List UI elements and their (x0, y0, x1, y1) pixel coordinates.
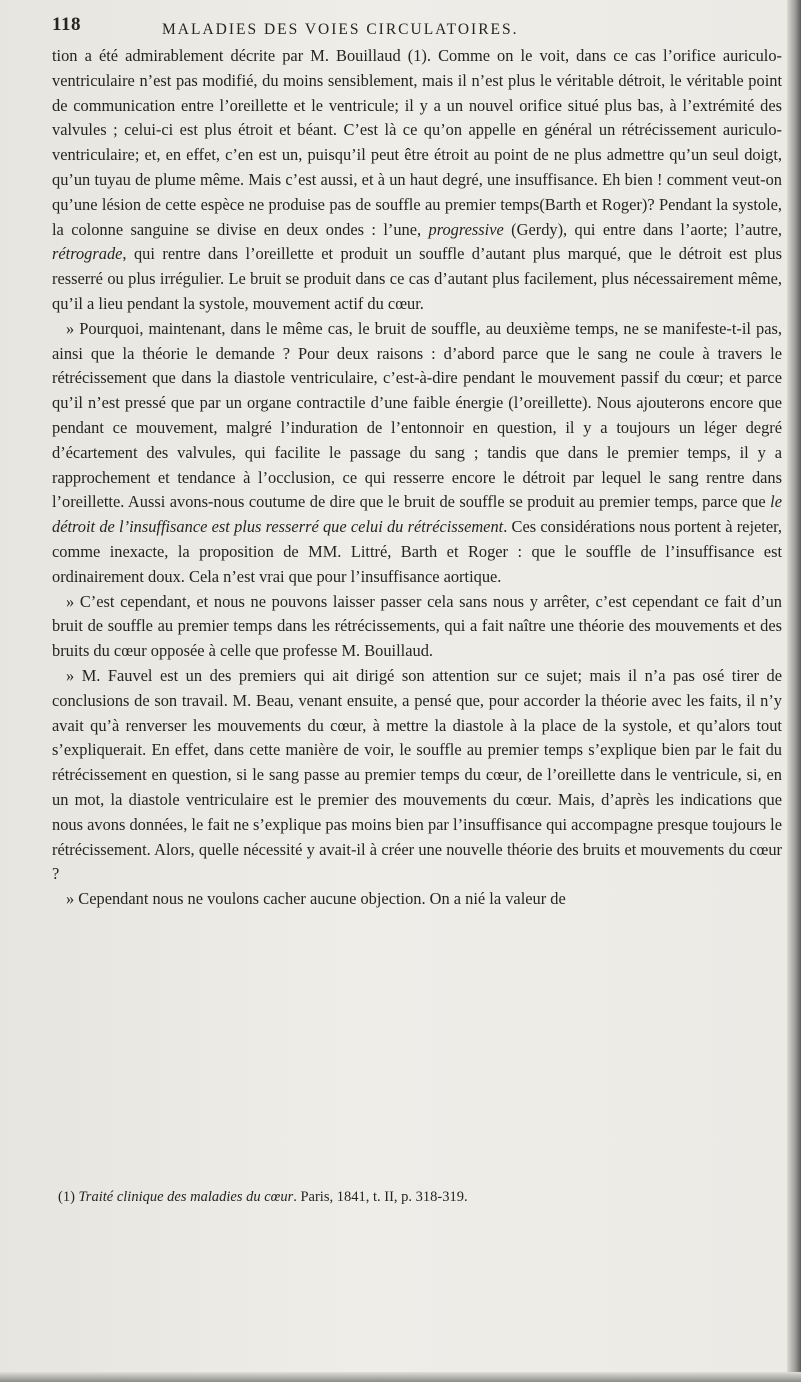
page-number: 118 (52, 14, 81, 35)
text-run: » C’est cependant, et nous ne pouvons laisser passer cela sans nous y arrêter, c’est cependant ce fait d’un bruit de souffle au premier temps dans les rétrécissements, qui a fait naître une théorie des mouvements et des bruits du cœur opposée à celle que professe M. Bouillaud. (52, 591, 782, 661)
text-run: , qui rentre dans l’oreillette et produit un souffle d’autant plus marqué, que le détroit est plus resserré ou plus irrégulier. Le bruit se produit dans ce cas d’autant plus facilement, plus nécessairement même, qu’il a lieu pendant la systole, mouvement actif du cœur. (52, 244, 782, 313)
italic-text: progressive (428, 219, 504, 239)
footnote-marker: (1) (58, 1189, 79, 1205)
page-bottom-edge (0, 1372, 801, 1382)
paragraph (52, 44, 782, 317)
page-edge-shadow (787, 0, 801, 1382)
paragraph (52, 664, 782, 887)
body-text (52, 44, 782, 912)
text-run: » Pourquoi, maintenant, dans le même cas, le bruit de souffle, au deuxième temps, ne se manifeste-t-il pas, ainsi que la théorie le demande ? Pour deux raisons : d’abord parce que le sang ne coule à travers le rétrécissement que dans la diastole ventriculaire, c’est-à-dire pendant le mouvement passif du cœur; et parce qu’il n’est pressé que par un organe contractile d’une faible énergie (l’oreillette). Nous ajouterons encore que pendant ce mouvement, malgré l’induration de l’entonnoir en question, il y a toujours un léger degré d’écartement des valvules, qui facilite le passage du sang ; tandis que dans le premier temps, il y a rapprochement et tendance à l’occlusion, ce qui resserre encore le détroit par lequel le sang rentre dans l’oreillette. Aussi avons-nous coutume de dire que le bruit de souffle se produit au premier temps, parce que (52, 318, 782, 512)
paragraph (52, 887, 782, 912)
italic-text: le détroit de l’insuffisance est plus resserré que celui du rétrécissement (52, 492, 782, 537)
text-run: (Gerdy), qui entre dans l’aorte; l’autre, (503, 219, 782, 239)
text-run: . Ces considérations nous portent à rejeter, comme inexacte, la proposition de MM. Littré, Barth et Roger : que le souffle de l’insuffisance est ordinairement doux. Cela n’est vrai que pour l’insuffisance aortique. (52, 517, 782, 586)
page-header (52, 14, 786, 44)
italic-text: rétrograde (52, 244, 123, 264)
text-run: » Cependant nous ne voulons cacher aucune objection. On a nié la valeur de (66, 889, 566, 909)
paragraph (52, 590, 782, 664)
running-title: MALADIES DES VOIES CIRCULATOIRES. (162, 21, 519, 38)
paragraph (52, 317, 782, 590)
footnote (58, 1188, 782, 1207)
text-run: » M. Fauvel est un des premiers qui ait dirigé son attention sur ce sujet; mais il n’a pas osé tirer de conclusions de son travail. M. Beau, venant ensuite, a pensé que, pour accorder la théorie avec les faits, il n’y avait qu’à renverser les mouvements du cœur, à mettre la diastole à la place de la systole, et qu’alors tout s’expliquerait. En effet, dans cette manière de voir, le souffle au premier temps s’explique bien par le fait du rétrécissement en question, si le sang passe au premier temps du cœur, de l’oreillette dans le ventricule, si, en un mot, la diastole ventriculaire est le premier des mouvements du cœur. Mais, d’après les indications que nous avons données, le fait ne s’explique pas moins bien par l’insuffisance qui accompagne presque toujours le rétrécissement. Alors, quelle nécessité y avait-il à créer une nouvelle théorie des bruits et mouvements du cœur ? (52, 665, 782, 884)
footnote-title: Traité clinique des maladies du cœur (78, 1189, 294, 1205)
text-run: tion a été admirablement décrite par M. Bouillaud (1). Comme on le voit, dans ce cas l’orifice auriculo-ventriculaire n’est pas modifié, du moins sensiblement, mais il n’est plus le véritable détroit, le véritable point de communication entre l’oreillette et le ventricule; il y a un nouvel orifice situé plus bas, à l’extrémité des valvules ; celui-ci est plus étroit et béant. C’est là ce qu’on appelle en général un rétrécissement auriculo-ventriculaire; et, en effet, c’en est un, puisqu’il peut être étroit au point de ne plus admettre qu’un seul doigt, qu’un tuyau de plume même. Mais c’est aussi, et à un haut degré, une insuffisance. Eh bien ! comment veut-on qu’une lésion de cette espèce ne produise pas de souffle au premier temps(Barth et Roger)? Pendant la systole, la colonne sanguine se divise en deux ondes : l’une, (52, 46, 782, 239)
footnote-citation: . Paris, 1841, t. II, p. 318-319. (293, 1189, 468, 1205)
